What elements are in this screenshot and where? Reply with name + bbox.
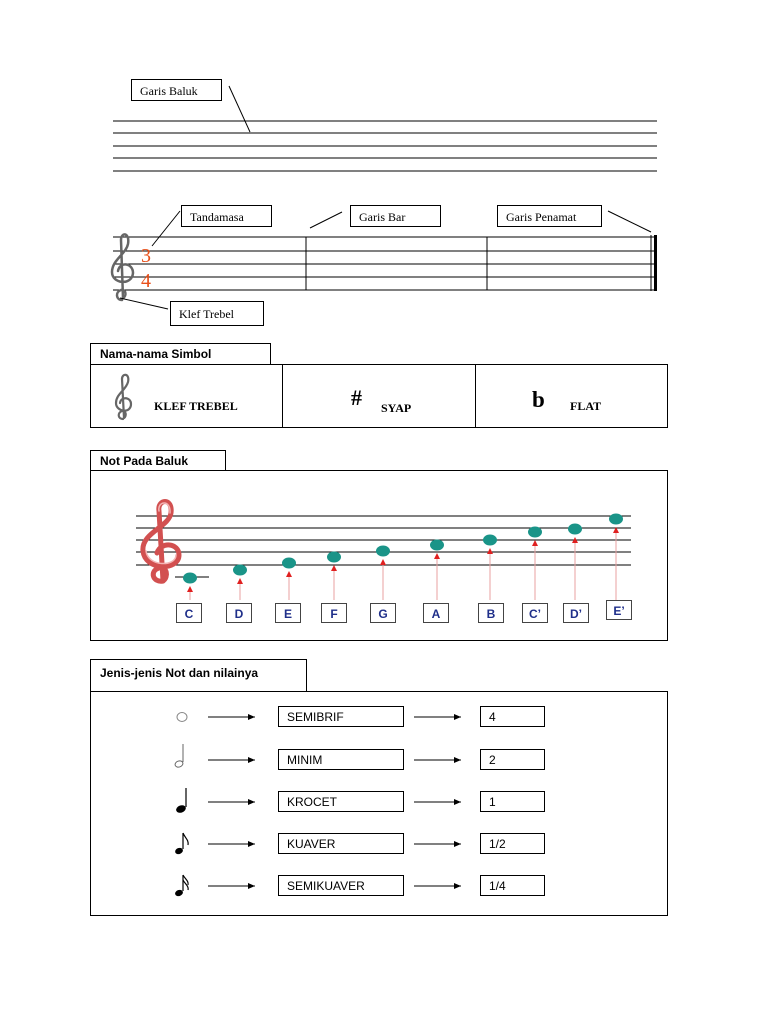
measure-staff [113, 235, 657, 291]
note-value-semikuaver: 1/4 [480, 875, 545, 896]
note-label-5: A [423, 603, 449, 623]
note-name-semikuaver: SEMIKUAVER [278, 875, 404, 896]
symbol-cell-flat [476, 365, 669, 427]
note-head-7 [528, 527, 542, 538]
arrow-head-7 [532, 540, 538, 546]
note-value-minim: 2 [480, 749, 545, 770]
symbol-cell-syap [283, 365, 476, 427]
note-label-3: F [321, 603, 347, 623]
arrow-head-6 [487, 548, 493, 554]
symbol-label-syap: SYAP [381, 401, 412, 415]
garis-baluk-pointer [229, 86, 250, 132]
note-arrows [187, 527, 619, 600]
note-head-1 [233, 565, 247, 576]
time-signature-top: 3 [141, 245, 151, 267]
note-name-krocet: KROCET [278, 791, 404, 812]
treble-clef-icon [143, 502, 179, 582]
symbol-label-flat: FLAT [570, 399, 602, 413]
note-label-7: C’ [522, 603, 548, 623]
garis-baluk-callout: Garis Baluk [131, 79, 222, 101]
symbols-table [90, 364, 668, 428]
arrow-head-0 [187, 586, 193, 592]
arrow-head-2 [286, 571, 292, 577]
treble-clef-icon [113, 373, 133, 423]
symbols-header: Nama-nama Simbol [90, 343, 271, 364]
note-head-8 [568, 524, 582, 535]
garis-penamat-callout: Garis Penamat [497, 205, 602, 227]
staff-diagram [0, 0, 768, 340]
note-label-0: C [176, 603, 202, 623]
note-value-krocet: 1 [480, 791, 545, 812]
note-values-panel [90, 691, 668, 916]
note-head-3 [327, 552, 341, 563]
minim-icon [174, 744, 184, 768]
final-bar-thick [654, 235, 657, 291]
flat-icon: b [532, 387, 545, 412]
note-label-1: D [226, 603, 252, 623]
note-head-2 [282, 558, 296, 569]
notes-header: Not Pada Baluk [90, 450, 226, 471]
symbol-cell-treble [91, 365, 283, 427]
arrow-head-4 [380, 559, 386, 565]
note-label-4: G [370, 603, 396, 623]
tandamasa-callout: Tandamasa [181, 205, 272, 227]
garis-bar-callout: Garis Bar [350, 205, 441, 227]
notes-panel [90, 470, 668, 641]
crotchet-icon [175, 788, 187, 814]
note-head-6 [483, 535, 497, 546]
note-name-minim: MINIM [278, 749, 404, 770]
semiquaver-icon [174, 875, 188, 897]
arrow-head-5 [434, 553, 440, 559]
note-value-kuaver: 1/2 [480, 833, 545, 854]
note-label-9: E’ [606, 600, 632, 620]
klef-trebel-callout: Klef Trebel [170, 301, 264, 326]
note-head-4 [376, 546, 390, 557]
note-head-5 [430, 540, 444, 551]
arrow-head-1 [237, 578, 243, 584]
note-head-9 [609, 514, 623, 525]
sharp-icon: # [351, 385, 362, 410]
note-name-semibrif: SEMIBRIF [278, 706, 404, 727]
quaver-icon [174, 833, 188, 855]
note-name-kuaver: KUAVER [278, 833, 404, 854]
note-value-semibrif: 4 [480, 706, 545, 727]
note-label-2: E [275, 603, 301, 623]
note-head-0 [183, 573, 197, 584]
note-values-header: Jenis-jenis Not dan nilainya [90, 659, 307, 692]
time-signature-bottom: 4 [141, 270, 151, 292]
semibreve-icon [177, 713, 187, 722]
plain-staff [113, 121, 657, 171]
arrow-head-3 [331, 565, 337, 571]
note-label-8: D’ [563, 603, 589, 623]
symbol-label-klef-trebel: KLEF TREBEL [154, 399, 238, 413]
note-label-6: B [478, 603, 504, 623]
note-heads [183, 514, 623, 584]
